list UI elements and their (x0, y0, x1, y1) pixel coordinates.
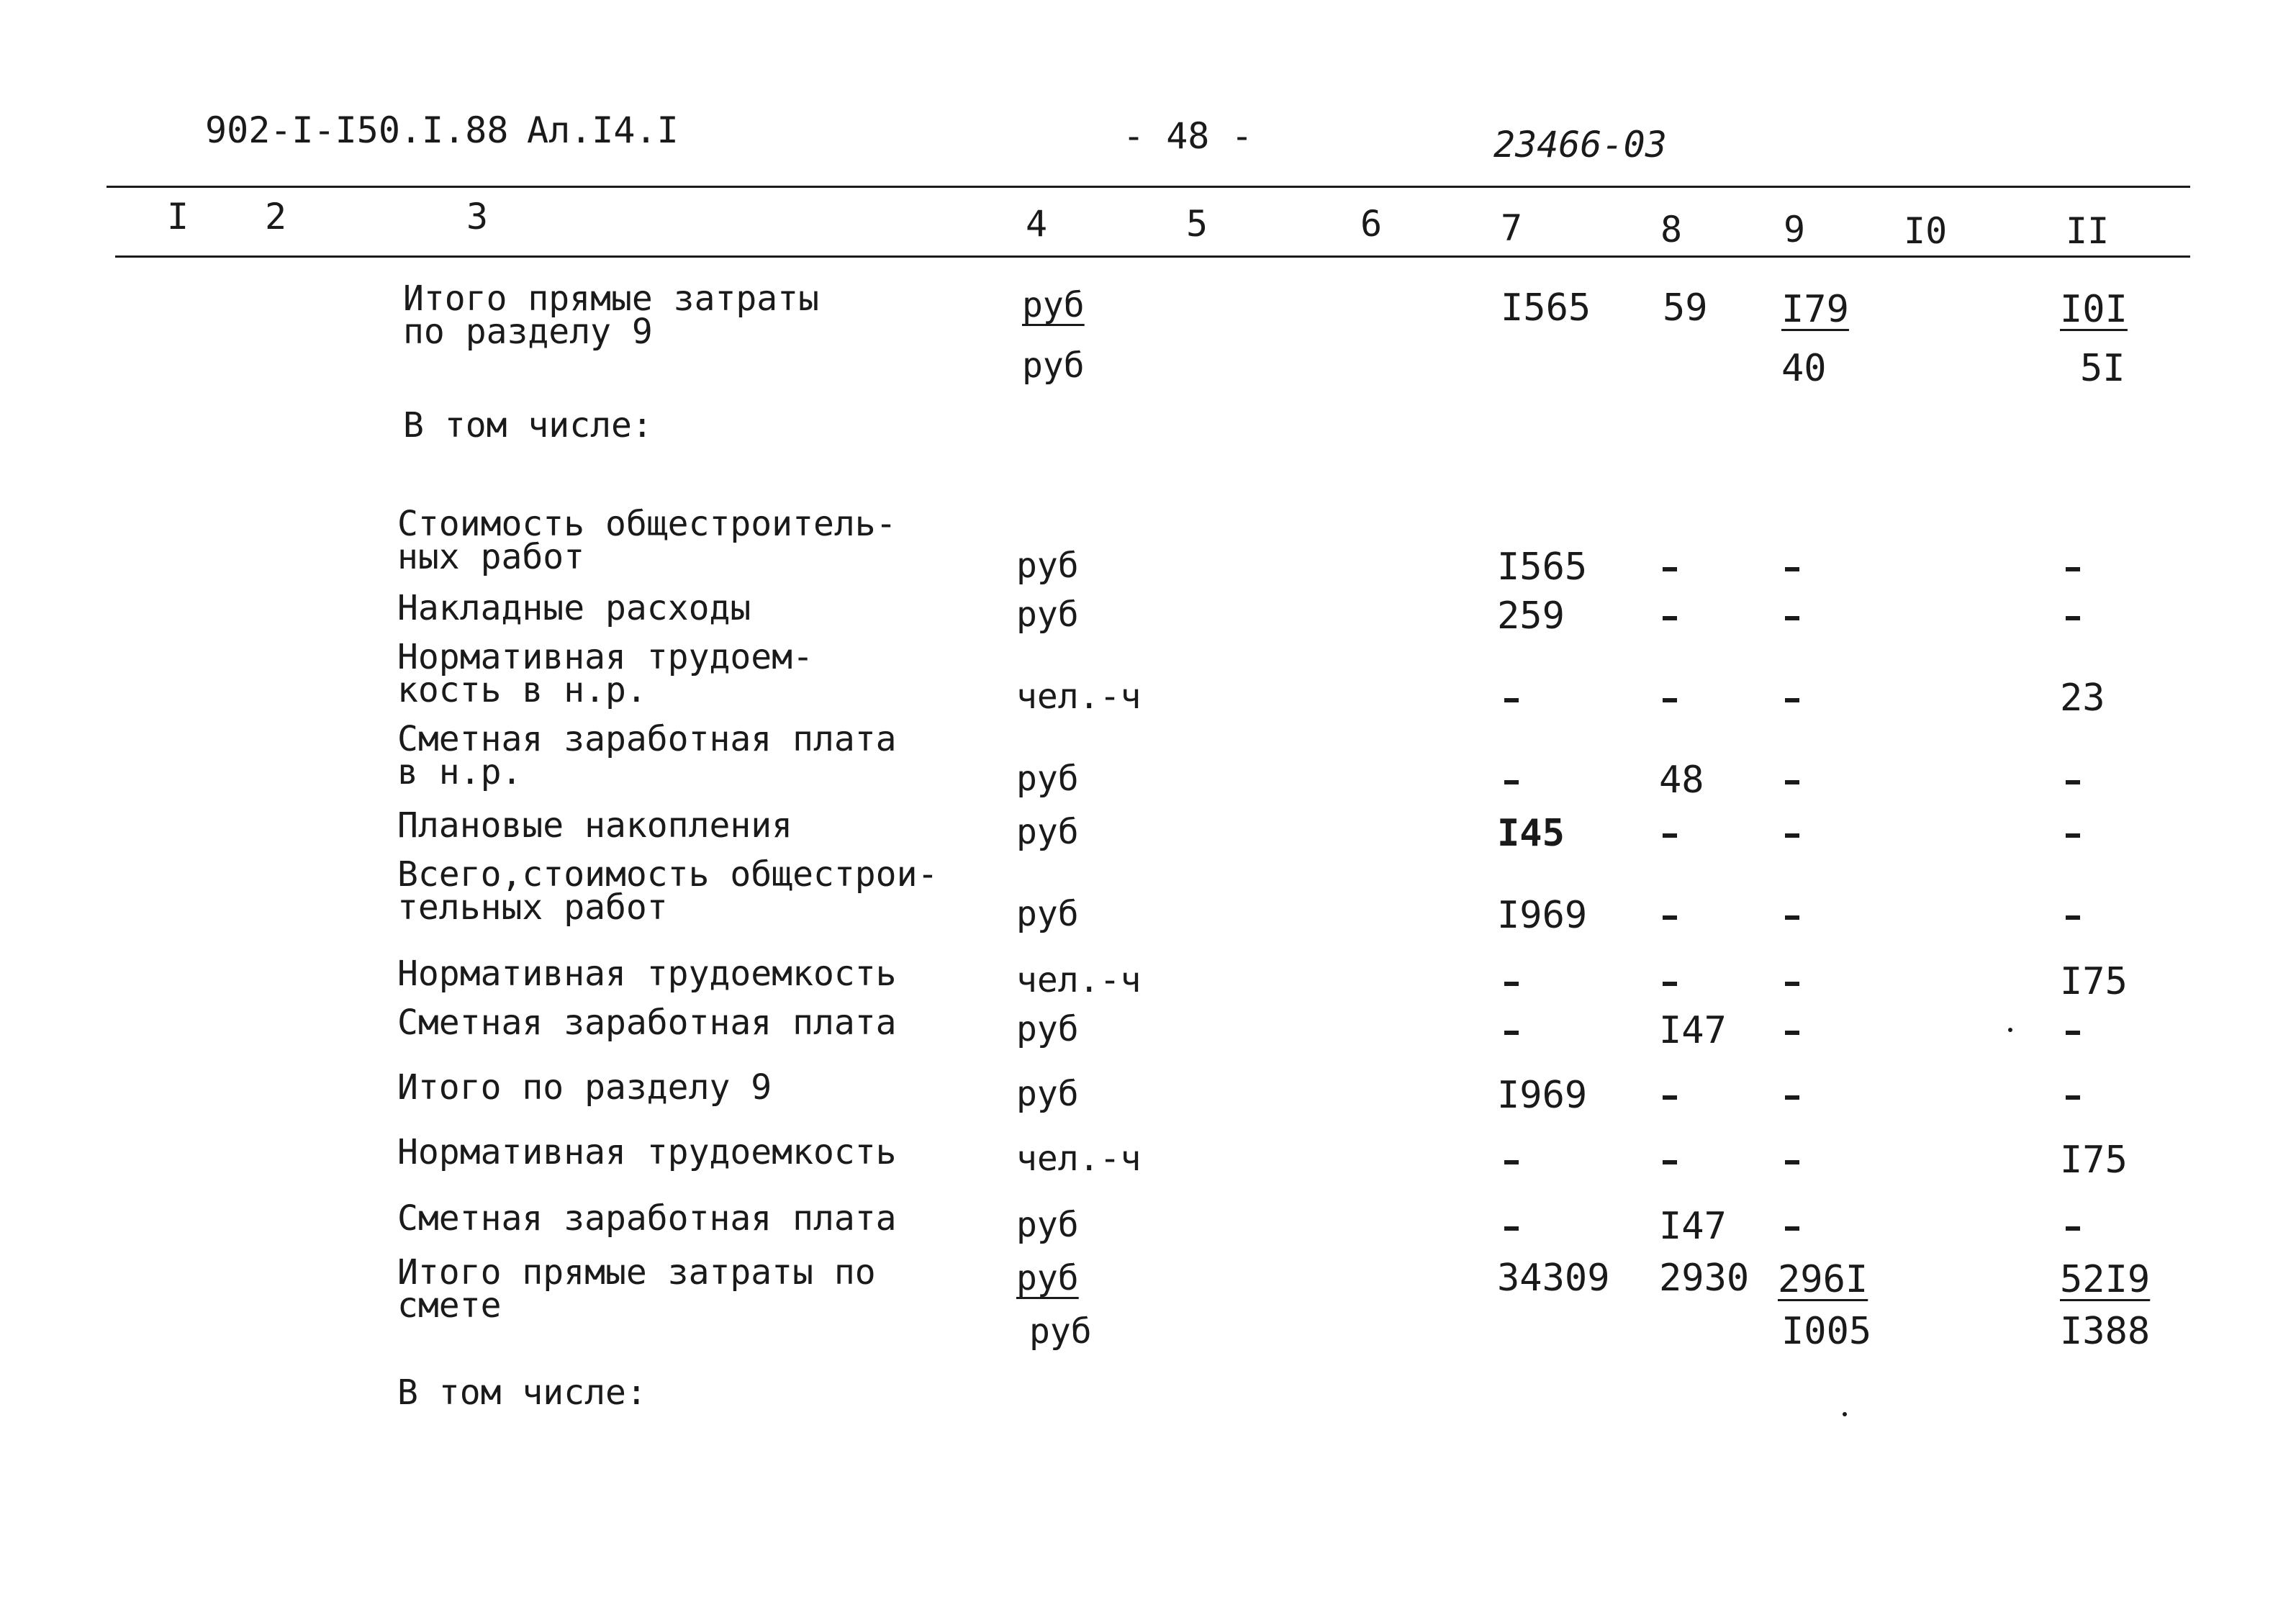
unit-cell: руб (1016, 812, 1079, 852)
row-label-line1: Всего,стоимость общестрои- (397, 854, 939, 895)
cell-col9-dash (1785, 780, 1799, 784)
cell-col9-dash (1785, 982, 1799, 986)
sheet-number: Ал.I4.I (527, 109, 679, 151)
cell-col9-dash (1785, 1095, 1799, 1100)
cell-col11-numerator: 52I9 (2060, 1258, 2151, 1301)
row-label-line1: Плановые накопления (397, 805, 793, 846)
row-label-line1: Итого прямые затраты по (397, 1252, 876, 1293)
cell-col8-dash (1663, 698, 1677, 702)
cell-col7-dash (1504, 698, 1519, 702)
cell-col7: 259 (1497, 594, 1565, 638)
subheading-including: В том числе: (403, 405, 653, 445)
cell-col7: I565 (1501, 286, 1591, 330)
column-header-6: 6 (1360, 203, 1383, 245)
column-header-8: 8 (1660, 209, 1683, 250)
cell-col11-dash (2066, 1031, 2080, 1035)
cell-col11-dash (2066, 780, 2080, 784)
unit-cell: руб (1016, 546, 1079, 586)
cell-col8-dash (1663, 833, 1677, 838)
column-header-11: II (2066, 210, 2110, 252)
unit-cell: руб (1016, 1258, 1079, 1298)
cell-col11-denominator: I388 (2060, 1310, 2151, 1353)
cell-col8-dash (1663, 982, 1677, 986)
cell-col11-dash (2066, 1226, 2080, 1231)
cell-col8-dash (1663, 567, 1677, 571)
cell-col8-dash (1663, 1160, 1677, 1164)
cell-col7-dash (1504, 1226, 1519, 1231)
column-header-10: I0 (1904, 210, 1948, 252)
cell-col11-denominator: 5I (2080, 347, 2125, 390)
row-label-line1: Сметная заработная плата (397, 1003, 897, 1043)
cell-col9-dash (1785, 698, 1799, 702)
cell-col9-dash (1785, 833, 1799, 838)
archive-stamp: 23466-03 (1493, 124, 1667, 166)
column-header-7: 7 (1501, 207, 1523, 249)
cell-col9-dash (1785, 1160, 1799, 1164)
row-label-line1: Нормативная трудоем- (397, 637, 813, 677)
unit-cell: руб (1029, 1311, 1092, 1352)
column-header-2: 2 (265, 196, 287, 238)
row-label-line2: ных работ (397, 537, 585, 577)
unit-cell: руб (1016, 1074, 1079, 1114)
column-header-9: 9 (1784, 209, 1806, 250)
cell-col9-dash (1785, 616, 1799, 620)
row-label-line2: по разделу 9 (403, 312, 653, 352)
row-label-line1: Сметная заработная плата (397, 719, 897, 759)
cell-col9-dash (1785, 1226, 1799, 1231)
cell-col7-dash (1504, 1031, 1519, 1035)
cell-col7: 34309 (1497, 1257, 1610, 1300)
cell-col8: I47 (1659, 1205, 1727, 1248)
cell-col11: I75 (2060, 1139, 2128, 1182)
cell-col11-numerator: I0I (2060, 288, 2128, 331)
column-header-3: 3 (466, 196, 489, 238)
row-label-line2: кость в н.р. (397, 670, 647, 710)
column-header-1: I (167, 196, 189, 238)
row-label-line2: тельных работ (397, 887, 668, 928)
cell-col8: 2930 (1659, 1257, 1750, 1300)
row-label-line1: Нормативная трудоемкость (397, 1132, 897, 1172)
cell-col11-dash (2066, 616, 2080, 620)
row-label-line1: Нормативная трудоемкость (397, 954, 897, 994)
document-code: 902-I-I50.I.88 (205, 109, 509, 151)
column-header-5: 5 (1186, 203, 1208, 245)
cell-col8: 48 (1659, 759, 1704, 802)
cell-col9-numerator: I79 (1781, 288, 1849, 331)
unit-cell: чел.-ч (1016, 677, 1142, 717)
unit-cell: чел.-ч (1016, 1139, 1142, 1179)
cell-col8-dash (1663, 915, 1677, 920)
cell-col7: I969 (1497, 894, 1588, 937)
cell-col11-dash (2066, 833, 2080, 838)
unit-cell: руб (1016, 1205, 1079, 1245)
page-number: - 48 - (1123, 115, 1253, 157)
cell-col11-dash (2066, 915, 2080, 920)
subheading-including: В том числе: (397, 1372, 647, 1413)
cell-col7-dash (1504, 780, 1519, 784)
unit-cell: руб (1016, 594, 1079, 635)
cell-col9-dash (1785, 915, 1799, 920)
scan-speck (2008, 1028, 2012, 1032)
row-label-line1: Итого по разделу 9 (397, 1067, 772, 1108)
cell-col11: 23 (2060, 677, 2105, 720)
cell-col9-denominator: I005 (1781, 1310, 1872, 1353)
row-label-line2: в н.р. (397, 752, 523, 792)
cell-col9-denominator: 40 (1781, 347, 1827, 390)
cell-col8: 59 (1663, 286, 1708, 330)
row-label-line1: Стоимость общестроитель- (397, 504, 897, 544)
row-label-line1: Сметная заработная плата (397, 1198, 897, 1239)
row-label-line1: Итого прямые затраты (403, 279, 819, 319)
unit-cell: чел.-ч (1016, 960, 1142, 1000)
cell-col9-dash (1785, 1031, 1799, 1035)
cell-col11-dash (2066, 1095, 2080, 1100)
cell-col7: I565 (1497, 546, 1588, 589)
cell-col7-dash (1504, 982, 1519, 986)
row-label-line2: смете (397, 1285, 502, 1326)
unit-cell: руб (1016, 759, 1079, 799)
cell-col8-dash (1663, 616, 1677, 620)
cell-col11: I75 (2060, 960, 2128, 1003)
scan-speck (1843, 1412, 1847, 1416)
row-label-line1: Накладные расходы (397, 588, 751, 628)
cell-col9-numerator: 296I (1778, 1258, 1868, 1301)
cell-col9-dash (1785, 567, 1799, 571)
cell-col7-dash (1504, 1160, 1519, 1164)
cell-col11-dash (2066, 567, 2080, 571)
cell-col7: I969 (1497, 1074, 1588, 1117)
unit-cell: руб (1022, 285, 1085, 325)
cell-col7: I45 (1497, 812, 1565, 855)
cell-col8: I47 (1659, 1009, 1727, 1052)
table-top-rule (107, 186, 2190, 188)
cell-col8-dash (1663, 1095, 1677, 1100)
unit-cell: руб (1016, 894, 1079, 934)
unit-cell: руб (1016, 1009, 1079, 1049)
table-header-rule (115, 255, 2190, 258)
unit-cell: руб (1022, 345, 1085, 386)
column-header-4: 4 (1026, 203, 1048, 245)
